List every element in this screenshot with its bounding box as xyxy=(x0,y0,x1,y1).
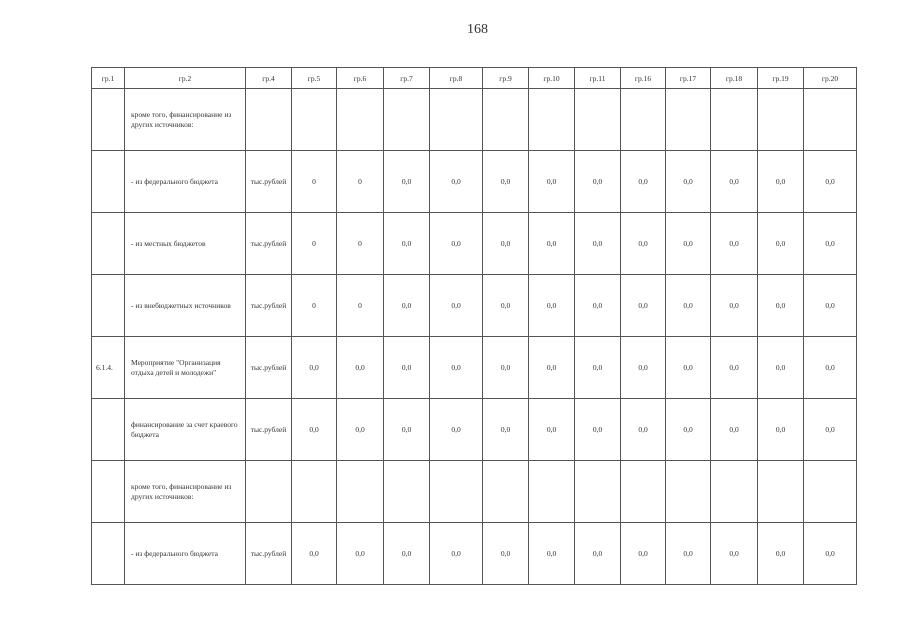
value-cell: 0,0 xyxy=(621,337,666,399)
row-name: кроме того, финансирование из других источников: xyxy=(125,461,246,523)
value-cell: 0 xyxy=(337,151,384,213)
value-cell: 0,0 xyxy=(384,399,430,461)
value-cell xyxy=(384,89,430,151)
value-cell: 0,0 xyxy=(621,399,666,461)
value-cell: 0,0 xyxy=(621,213,666,275)
value-cell: 0,0 xyxy=(483,523,529,585)
row-unit: тыс.рублей xyxy=(246,151,292,213)
row-name: - из федерального бюджета xyxy=(125,151,246,213)
value-cell: 0,0 xyxy=(666,523,711,585)
value-cell xyxy=(666,89,711,151)
value-cell xyxy=(804,461,857,523)
row-name: финансирование за счет краевого бюджета xyxy=(125,399,246,461)
value-cell: 0 xyxy=(337,213,384,275)
value-cell: 0,0 xyxy=(575,213,621,275)
value-cell: 0,0 xyxy=(384,275,430,337)
value-cell: 0,0 xyxy=(430,275,483,337)
value-cell: 0,0 xyxy=(711,213,758,275)
value-cell: 0,0 xyxy=(758,337,804,399)
value-cell: 0,0 xyxy=(529,399,575,461)
column-header: гр.4 xyxy=(246,68,292,89)
value-cell: 0,0 xyxy=(621,151,666,213)
value-cell xyxy=(292,89,337,151)
row-unit xyxy=(246,461,292,523)
value-cell: 0,0 xyxy=(292,399,337,461)
row-number xyxy=(92,89,125,151)
value-cell: 0,0 xyxy=(575,151,621,213)
value-cell xyxy=(621,89,666,151)
value-cell: 0,0 xyxy=(758,213,804,275)
row-unit: тыс.рублей xyxy=(246,275,292,337)
value-cell: 0,0 xyxy=(529,275,575,337)
column-header: гр.17 xyxy=(666,68,711,89)
value-cell: 0,0 xyxy=(384,337,430,399)
value-cell: 0,0 xyxy=(430,337,483,399)
value-cell: 0,0 xyxy=(666,399,711,461)
value-cell: 0,0 xyxy=(711,399,758,461)
budget-table xyxy=(91,67,857,585)
value-cell: 0,0 xyxy=(758,399,804,461)
value-cell: 0 xyxy=(337,275,384,337)
value-cell xyxy=(430,461,483,523)
value-cell: 0,0 xyxy=(292,523,337,585)
value-cell: 0,0 xyxy=(575,275,621,337)
value-cell: 0,0 xyxy=(666,275,711,337)
row-unit: тыс.рублей xyxy=(246,523,292,585)
row-number: 6.1.4. xyxy=(92,337,125,399)
column-header: гр.16 xyxy=(621,68,666,89)
value-cell: 0,0 xyxy=(430,523,483,585)
value-cell xyxy=(711,461,758,523)
value-cell: 0,0 xyxy=(758,151,804,213)
value-cell xyxy=(384,461,430,523)
table-row xyxy=(92,151,857,213)
column-header: гр.11 xyxy=(575,68,621,89)
value-cell: 0,0 xyxy=(666,213,711,275)
value-cell: 0,0 xyxy=(292,337,337,399)
value-cell: 0 xyxy=(292,275,337,337)
row-number xyxy=(92,523,125,585)
value-cell: 0,0 xyxy=(804,151,857,213)
column-header: гр.1 xyxy=(92,68,125,89)
value-cell: 0,0 xyxy=(575,399,621,461)
column-header: гр.7 xyxy=(384,68,430,89)
value-cell: 0,0 xyxy=(758,275,804,337)
value-cell: 0 xyxy=(292,151,337,213)
value-cell: 0,0 xyxy=(483,399,529,461)
value-cell xyxy=(292,461,337,523)
value-cell: 0,0 xyxy=(804,523,857,585)
value-cell: 0,0 xyxy=(666,337,711,399)
row-unit: тыс.рублей xyxy=(246,337,292,399)
table-row xyxy=(92,399,857,461)
table-row xyxy=(92,275,857,337)
value-cell: 0,0 xyxy=(711,151,758,213)
value-cell: 0,0 xyxy=(804,275,857,337)
table-row xyxy=(92,461,857,523)
value-cell: 0,0 xyxy=(529,213,575,275)
column-header: гр.8 xyxy=(430,68,483,89)
value-cell: 0,0 xyxy=(529,151,575,213)
header-row xyxy=(92,68,857,89)
value-cell: 0,0 xyxy=(711,523,758,585)
value-cell xyxy=(666,461,711,523)
value-cell xyxy=(529,89,575,151)
value-cell: 0,0 xyxy=(804,213,857,275)
value-cell: 0,0 xyxy=(483,151,529,213)
value-cell xyxy=(575,89,621,151)
row-name: кроме того, финансирование из других источников: xyxy=(125,89,246,151)
value-cell: 0,0 xyxy=(337,523,384,585)
value-cell xyxy=(575,461,621,523)
value-cell: 0,0 xyxy=(666,151,711,213)
row-number xyxy=(92,213,125,275)
page-number: 168 xyxy=(467,22,488,37)
table-body xyxy=(92,89,857,585)
value-cell: 0,0 xyxy=(804,399,857,461)
value-cell: 0,0 xyxy=(621,275,666,337)
row-unit: тыс.рублей xyxy=(246,399,292,461)
column-header: гр.19 xyxy=(758,68,804,89)
column-header: гр.18 xyxy=(711,68,758,89)
value-cell: 0,0 xyxy=(575,523,621,585)
value-cell xyxy=(483,89,529,151)
column-header: гр.5 xyxy=(292,68,337,89)
value-cell: 0,0 xyxy=(711,275,758,337)
value-cell: 0,0 xyxy=(529,337,575,399)
row-number xyxy=(92,461,125,523)
value-cell: 0 xyxy=(292,213,337,275)
table-row xyxy=(92,337,857,399)
value-cell: 0,0 xyxy=(483,337,529,399)
row-number xyxy=(92,275,125,337)
value-cell xyxy=(337,89,384,151)
row-name: - из местных бюджетов xyxy=(125,213,246,275)
column-header: гр.9 xyxy=(483,68,529,89)
row-number xyxy=(92,399,125,461)
value-cell xyxy=(758,89,804,151)
value-cell: 0,0 xyxy=(384,213,430,275)
value-cell: 0,0 xyxy=(529,523,575,585)
value-cell: 0,0 xyxy=(758,523,804,585)
row-name: - из федерального бюджета xyxy=(125,523,246,585)
value-cell xyxy=(711,89,758,151)
column-header: гр.10 xyxy=(529,68,575,89)
value-cell: 0,0 xyxy=(337,399,384,461)
value-cell: 0,0 xyxy=(430,213,483,275)
value-cell: 0,0 xyxy=(430,399,483,461)
value-cell: 0,0 xyxy=(384,523,430,585)
row-number xyxy=(92,151,125,213)
value-cell: 0,0 xyxy=(384,151,430,213)
value-cell: 0,0 xyxy=(483,213,529,275)
value-cell xyxy=(529,461,575,523)
value-cell xyxy=(758,461,804,523)
value-cell: 0,0 xyxy=(621,523,666,585)
value-cell xyxy=(621,461,666,523)
value-cell: 0,0 xyxy=(711,337,758,399)
value-cell xyxy=(483,461,529,523)
value-cell: 0,0 xyxy=(804,337,857,399)
row-unit xyxy=(246,89,292,151)
value-cell: 0,0 xyxy=(483,275,529,337)
value-cell: 0,0 xyxy=(337,337,384,399)
column-header: гр.6 xyxy=(337,68,384,89)
row-name: Мероприятие "Организация отдыха детей и молодежи" xyxy=(125,337,246,399)
value-cell xyxy=(337,461,384,523)
value-cell: 0,0 xyxy=(430,151,483,213)
row-unit: тыс.рублей xyxy=(246,213,292,275)
value-cell xyxy=(804,89,857,151)
table-row xyxy=(92,523,857,585)
column-header: гр.20 xyxy=(804,68,857,89)
row-name: - из внебюджетных источников xyxy=(125,275,246,337)
table-row xyxy=(92,213,857,275)
value-cell: 0,0 xyxy=(575,337,621,399)
table-row xyxy=(92,89,857,151)
column-header: гр.2 xyxy=(125,68,246,89)
value-cell xyxy=(430,89,483,151)
